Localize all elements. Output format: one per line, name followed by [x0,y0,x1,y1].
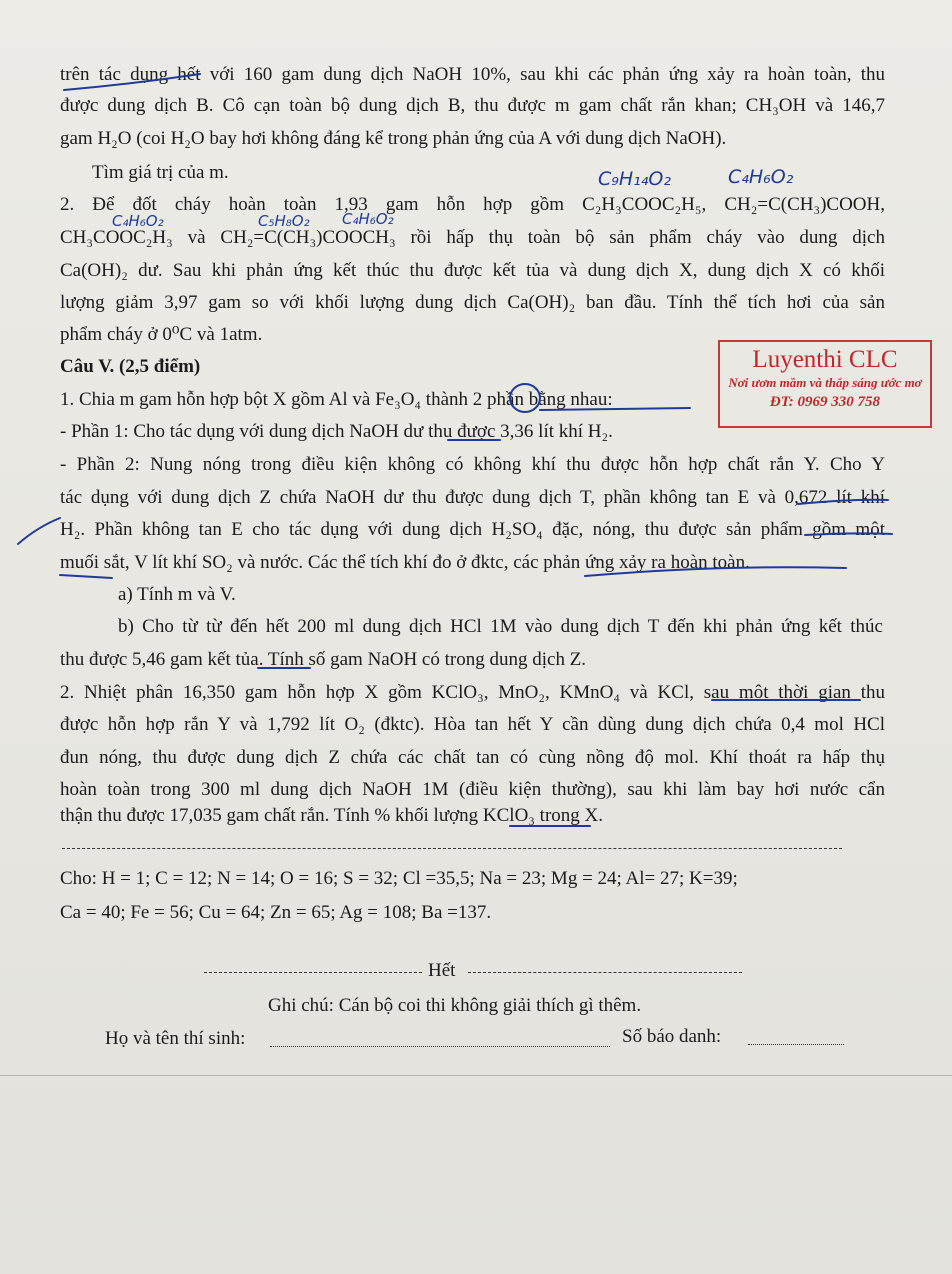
candidate-name-blank [270,1046,610,1047]
text-line-11: 1. Chia m gam hỗn hợp bột X gồm Al và Fe₃O₄ thành 2 phần bằng nhau: [60,389,613,410]
text-line-23: hoàn toàn trong 300 ml dung dịch NaOH 1M (điều kiện thường), sau khi làm bay hơi nước cẩn [60,779,885,800]
text-line-18: b) Cho từ từ đến hết 200 ml dung dịch HCl 1M vào dung dịch T đến khi phản ứng kết thúc [118,616,883,637]
text-line-20: 2. Nhiệt phân 16,350 gam hỗn hợp X gồm KClO₃, MnO₂, KMnO₄ và KCl, sau một thời gian thu [60,682,885,703]
text-line-22: đun nóng, thu được dung dịch Z chứa các chất tan có cùng nồng độ mol. Khí thoát ra hấp thụ [60,747,885,768]
text-line-15: H₂. Phần không tan E cho tác dụng với dung dịch H₂SO₄ đặc, nóng, thu được sản phẩm gồm một [60,519,885,540]
text-line-16: muối sắt, V lít khí SO₂ và nước. Các thể tích khí đo ở đktc, các phản ứng xảy ra hoàn toàn. [60,552,750,573]
text-line-4: Tìm giá trị của m. [92,162,229,183]
candidate-number-label: Số báo danh: [622,1026,722,1047]
atomic-masses-line-2: Ca = 40; Fe = 56; Cu = 64; Zn = 65; Ag = 108; Ba =137. [60,902,492,923]
text-line-13: - Phần 2: Nung nóng trong điều kiện không có không khí thu được hỗn hợp chất rắn Y. Cho Y [60,454,885,475]
text-line-2: được dung dịch B. Cô cạn toàn bộ dung dịch B, thu được m gam chất rắn khan; CH₃OH và 146,7 [60,95,885,116]
handwritten-formula-1: C₉H₁₄O₂ [598,168,671,190]
stamp-title: Luyenthi CLC [752,346,898,373]
text-line-24: thận thu được 17,035 gam chất rắn. Tính % khối lượng KClO₃ trong X. [60,805,604,826]
text-line-1: trên tác dụng hết với 160 gam dung dịch NaOH 10%, sau khi các phản ứng xảy ra hoàn toàn, thu [60,64,885,85]
candidate-number-blank [748,1044,844,1045]
underline-h2-left [18,518,60,544]
stamp-phone: ĐT: 0969 330 758 [769,394,881,410]
page-bottom-divider [0,1075,952,1076]
section-heading: Câu V. (2,5 điểm) [60,356,201,377]
text-line-6: CH₃COOC₂H₃ và CH₂=C(CH₃)COOCH₃ rồi hấp thụ toàn bộ sản phẩm cháy vào dung dịch [60,227,885,248]
text-line-19: thu được 5,46 gam kết tủa. Tính số gam NaOH có trong dung dịch Z. [60,649,587,670]
atomic-masses-line-1: Cho: H = 1; C = 12; N = 14; O = 16; S = 32; Cl =35,5; Na = 23; Mg = 24; Al= 27; K=39; [60,868,738,889]
text-line-5: 2. Để đốt cháy hoàn toàn 1,93 gam hỗn hợp gồm C₂H₃COOC₂H₅, CH₂=C(CH₃)COOH, [60,194,885,215]
text-line-12: - Phần 1: Cho tác dụng với dung dịch NaOH dư thu được 3,36 lít khí H₂. [60,421,613,442]
text-line-21: được hỗn hợp rắn Y và 1,792 lít O₂ (đktc). Hòa tan hết Y cần dùng dung dịch chứa 0,4 mol HCl [60,714,885,735]
center-stamp [718,340,932,428]
text-line-3: gam H₂O (coi H₂O bay hơi không đáng kể trong phản ứng của A với dung dịch NaOH). [60,128,727,149]
handwritten-formula-4: C₅H₈O₂ [258,212,310,230]
text-line-17: a) Tính m và V. [118,584,236,605]
stamp-slogan: Nơi ươm mầm và thắp sáng ước mơ [728,375,922,390]
footer-note: Ghi chú: Cán bộ coi thi không giải thích gì thêm. [268,995,642,1016]
text-line-14: tác dụng với dung dịch Z chứa NaOH dư thu được dung dịch T, phần không tan E và 0,672 lít khí [60,487,885,508]
handwritten-formula-2: C₄H₆O₂ [728,166,794,188]
text-line-9: phẩm cháy ở 0⁰C và 1atm. [60,324,263,345]
separator-dashed [62,848,842,849]
end-marker: Hết [428,960,456,981]
end-dash-left [204,972,422,973]
end-dash-right [468,972,742,973]
handwritten-formula-3: C₄H₆O₂ [112,212,164,230]
handwritten-formula-5: C₄H₆O₂ [342,210,394,228]
candidate-name-label: Họ và tên thí sinh: [105,1028,246,1049]
text-line-7: Ca(OH)₂ dư. Sau khi phản ứng kết thúc thu được kết tủa và dung dịch X, dung dịch X có khối [60,260,885,281]
text-line-8: lượng giảm 3,97 gam so với khối lượng dung dịch Ca(OH)₂ ban đầu. Tính thể tích hơi của sản [60,292,885,313]
